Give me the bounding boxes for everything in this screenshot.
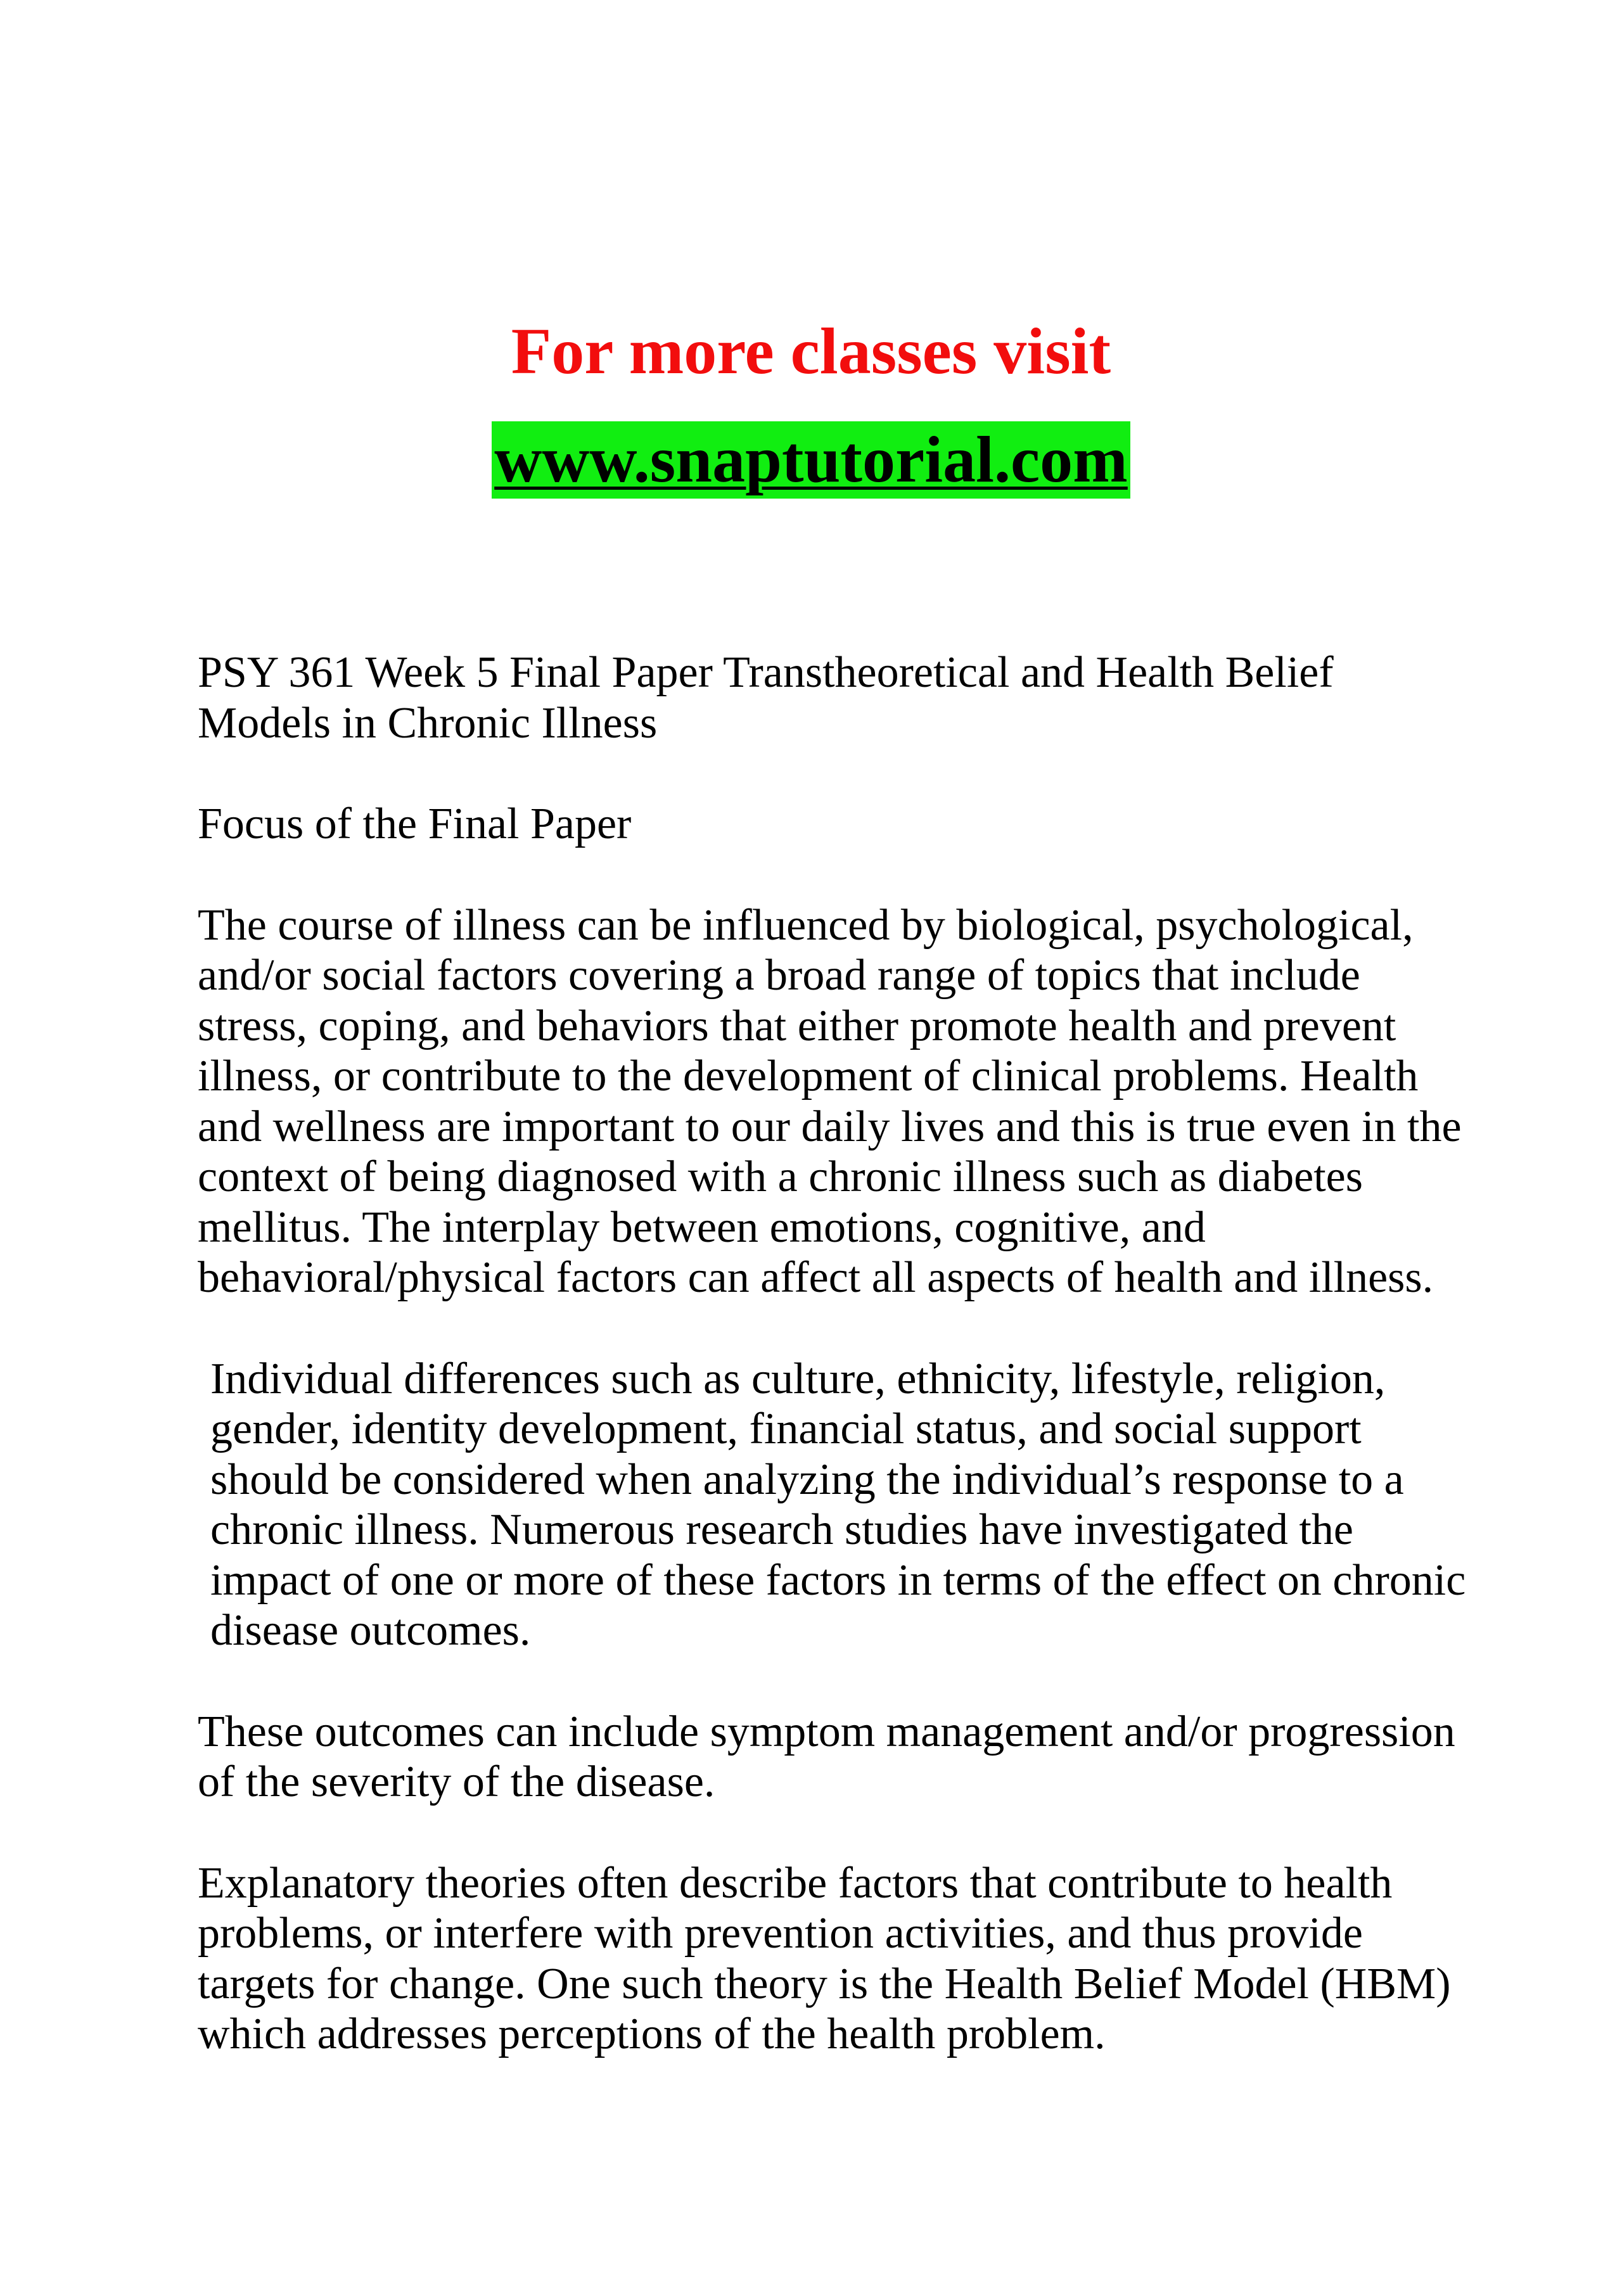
promo-link-container xyxy=(0,421,1622,520)
paragraph-explanatory-theories: Explanatory theories often describe factors that contribute to health problems, or interfere with prevention activities, and thus provide targets for change. One such theory is the Health Belief Model (HBM) which addresses perceptions of the health problem. xyxy=(198,1858,1451,2058)
paragraph-outcomes: These outcomes can include symptom management and/or progression of the severity of the disease. xyxy=(198,1707,1455,1806)
promo-link[interactable]: www.snaptutorial.com xyxy=(492,421,1130,499)
document-body xyxy=(198,647,1471,2110)
paragraph-individual-differences: Individual differences such as culture, ethnicity, lifestyle, religion, gender, identity development, financial status, and social support should be considered when analyzing the individual’s response to a chronic illness. Numerous research studies have investigated the impact of one or more of these factors in terms of the effect on chronic disease outcomes. xyxy=(210,1354,1466,1655)
paragraph-illness-factors: The course of illness can be influenced by biological, psychological, and/or social factors covering a broad range of topics that include stress, coping, and behaviors that either promote health and prevent illness, or contribute to the development of clinical problems. Health and wellness are important to our daily lives and this is true even in the context of being diagnosed with a chronic illness such as diabetes mellitus. The interplay between emotions, cognitive, and behavioral/physical factors can affect all aspects of health and illness. xyxy=(198,900,1462,1302)
document-title: PSY 361 Week 5 Final Paper Transtheoretical and Health Belief Models in Chronic Illness xyxy=(198,648,1334,748)
section-heading: Focus of the Final Paper xyxy=(198,800,632,848)
promo-heading: For more classes visit xyxy=(511,315,1111,388)
